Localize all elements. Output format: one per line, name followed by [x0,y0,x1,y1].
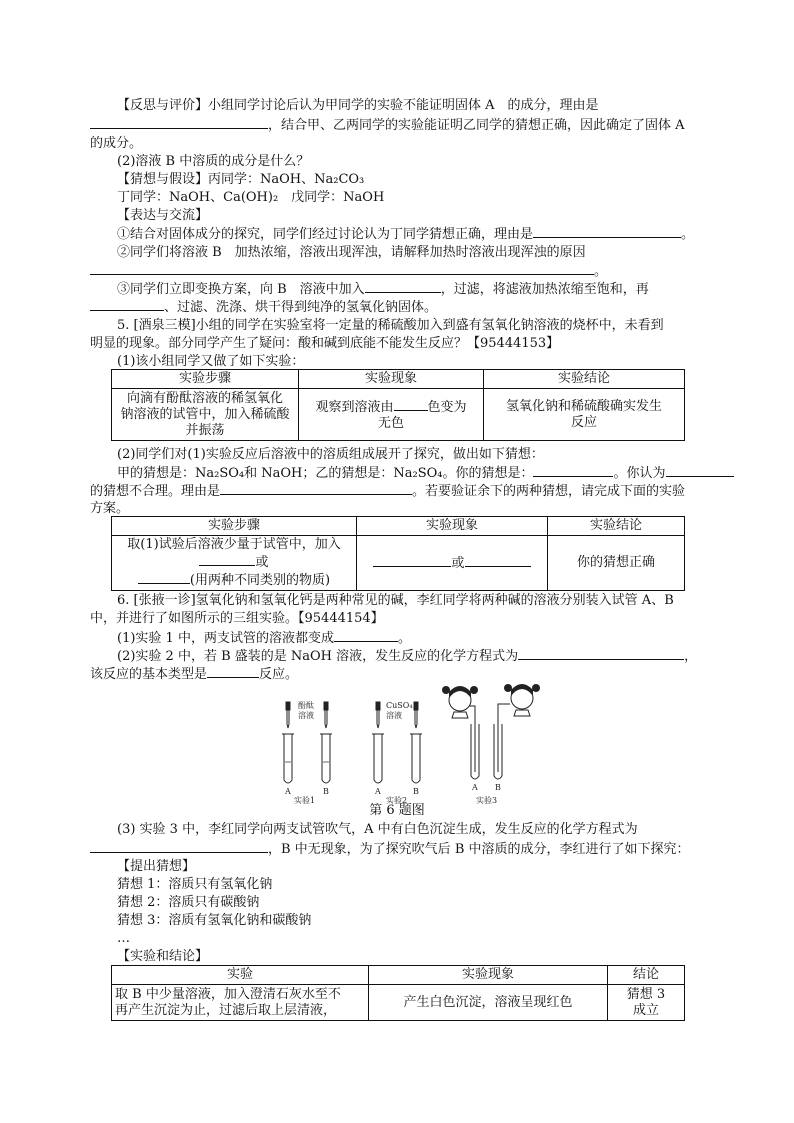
q6-sub2: (2)实验 2 中，若 B 盛装的是 NaOH 溶液，发生反应的化学方程式为 ， [117,649,698,664]
test-tube-b-exp1 [320,734,332,783]
answer-blank[interactable] [90,262,594,275]
table-cell-conclusion: 氢氧化钠和稀硫酸确实发生 反应 [484,389,685,441]
express-heading: 【表达与交流】 [117,208,209,223]
table-cell-observation: 或 [357,536,548,591]
answer-blank[interactable] [220,482,412,495]
answer-blank[interactable] [334,629,398,642]
statement-1: ①结合对固体成分的探究，同学们经过讨论认为丁同学猜想正确，理由是 。 [117,227,695,242]
q6-sub1: (1)实验 1 中，两支试管的溶液都变成 。 [117,631,411,646]
ellipsis: … [117,931,130,946]
guess-line-3: 方案。 [90,501,130,516]
experiment-table-3 [111,965,685,1021]
test-tube-a-exp1 [282,734,294,783]
table-header: 实验现象 [369,966,608,985]
statement-3-cont: 、过滤、洗涤、烘干得到纯净的氢氧化钠固体。 [90,298,706,316]
test-tube-b-exp2 [410,734,422,783]
answer-blank[interactable] [394,398,428,411]
reagent-label-2: CuSO₄ [386,701,413,710]
q2-title: (2)溶液 B 中溶质的成分是什么？ [117,154,310,169]
tube-label-a: A [472,783,478,792]
guess-3: 猜想 3：溶质有氢氧化钠和碳酸钠 [117,913,312,928]
tube-label-b: B [495,783,501,792]
reagent-label-1b: 溶液 [298,711,314,720]
statement-2-blank-line: 。 [90,262,706,280]
table-header: 实验现象 [299,370,484,389]
straw-b [498,704,510,772]
answer-blank[interactable] [365,280,441,293]
table-cell-observation: 观察到溶液由 色变为 无色 [299,389,484,441]
table-header: 实验步骤 [112,370,299,389]
table-cell-observation: 产生白色沉淀，溶液呈现红色 [369,985,608,1021]
table-header: 实验结论 [484,370,685,389]
reagent-label-2b: 溶液 [386,711,402,720]
experiment-1-label: 实验1 [294,796,316,804]
hypothesis-1: 【猜想与假设】丙同学：NaOH、Na₂CO₃ [117,172,365,187]
experiment-table-2 [111,516,685,591]
answer-blank[interactable] [90,116,268,129]
propose-heading: 【提出猜想】 [117,859,196,874]
q5-heading: 5. [酒泉三模]小组的同学在实验室将一定量的稀硫酸加入到盛有氢氧化钠溶液的烧杯中，未看到 [117,318,664,333]
experiment-table-1 [111,369,685,441]
statement-2: ②同学们将溶液 B 加热浓缩，溶液出现浑浊，请解释加热时溶液出现浑浊的原因 [117,245,586,260]
answer-blank[interactable] [533,464,613,477]
experiment-3-label: 实验3 [476,796,498,804]
answer-blank[interactable] [666,464,734,477]
answer-blank[interactable] [518,647,684,660]
answer-blank[interactable] [90,840,268,853]
answer-blank[interactable] [465,554,531,567]
table-cell-step: 向滴有酚酞溶液的稀氢氧化 钠溶液的试管中，加入稀硫酸 并振荡 [112,389,299,441]
q6-sub2-cont: 该反应的基本类型是 反应。 [90,667,299,682]
q5-sub1: (1)该小组同学又做了如下实验： [117,354,305,369]
guess-1: 猜想 1：溶质只有氢氧化钠 [117,877,273,892]
answer-blank[interactable] [138,571,190,584]
experiment-figure [278,684,548,804]
guess-line-1: 甲的猜想是：Na₂SO₄和 NaOH；乙的猜想是：Na₂SO₄。你的猜想是： 。你认为 [117,464,706,482]
table-header: 实验现象 [357,517,548,536]
answer-blank[interactable] [199,553,255,566]
tube-label-a: A [285,787,291,796]
answer-blank[interactable] [207,665,259,678]
table-header: 实验步骤 [112,517,357,536]
figure-caption: 第 6 题图 [369,803,425,818]
answer-blank[interactable] [90,298,164,311]
guess-line-2: 的猜想不合理。理由是 。若要验证余下的两种猜想，请完成下面的实验 [90,484,686,499]
answer-blank[interactable] [533,225,681,238]
table-cell-step: 取 B 中少量溶液，加入澄清石灰水至不 再产生沉淀为止，过滤后取上层清液， [112,985,369,1021]
tube-label-a: A [375,787,381,796]
table-cell-conclusion: 你的猜想正确 [548,536,685,591]
reflection-line-3: 的成分。 [90,136,143,151]
student-head-icon [504,684,540,716]
experiment-2-label: 实验2 [386,796,408,804]
test-tube-a-exp2 [372,734,384,783]
table-cell-conclusion: 猜想 3 成立 [608,985,685,1021]
q5-sub2: (2)同学们对(1)实验反应后溶液中的溶质组成展开了探究，做出如下猜想： [117,447,544,462]
statement-3: ③同学们立即变换方案，向 B 溶液中加入 ，过滤，将滤液加热浓缩至饱和，再 [117,282,649,297]
q6-sub3: (3) 实验 3 中，李红同学向两支试管吹气，A 中有白色沉淀生成，发生反应的化学方程式为 [117,822,638,837]
table-header: 实验结论 [548,517,685,536]
q6-sub3-cont: ，B 中无现象，为了探究吹气后 B 中溶质的成分，李红进行了如下探究： [90,840,706,858]
hypothesis-2: 丁同学：NaOH、Ca(OH)₂ 戊同学：NaOH [117,190,385,205]
guess-2: 猜想 2：溶质只有碳酸钠 [117,895,260,910]
q6-heading: 6. [张掖一诊]氢氧化钠和氢氧化钙是两种常见的碱，李红同学将两种碱的溶液分别装入试管 A、B [117,593,674,608]
student-head-icon [442,686,478,718]
q5-heading-cont: 明显的现象。部分同学产生了疑问：酸和碱到底能不能发生反应？【95444153】 [90,336,560,351]
reagent-label-1: 酚酞 [298,701,314,710]
reflection-line-2: ，结合甲、乙两同学的实验能证明乙同学的猜想正确，因此确定了固体 A [90,116,706,134]
tube-label-b: B [323,787,329,796]
table-cell-step: 取(1)试验后溶液少量于试管中，加入 或 (用两种不同类别的物质) [112,536,357,591]
experiment-conclusion-heading: 【实验和结论】 [117,949,209,964]
table-header: 实验 [112,966,369,985]
tube-label-b: B [413,787,419,796]
answer-blank[interactable] [373,554,451,567]
reflection-line-1: 【反思与评价】小组同学讨论后认为甲同学的实验不能证明固体 A 的成分，理由是 [117,98,599,113]
table-header: 结论 [608,966,685,985]
q6-heading-cont: 中，并进行了如图所示的三组实验。【95444154】 [90,611,384,626]
